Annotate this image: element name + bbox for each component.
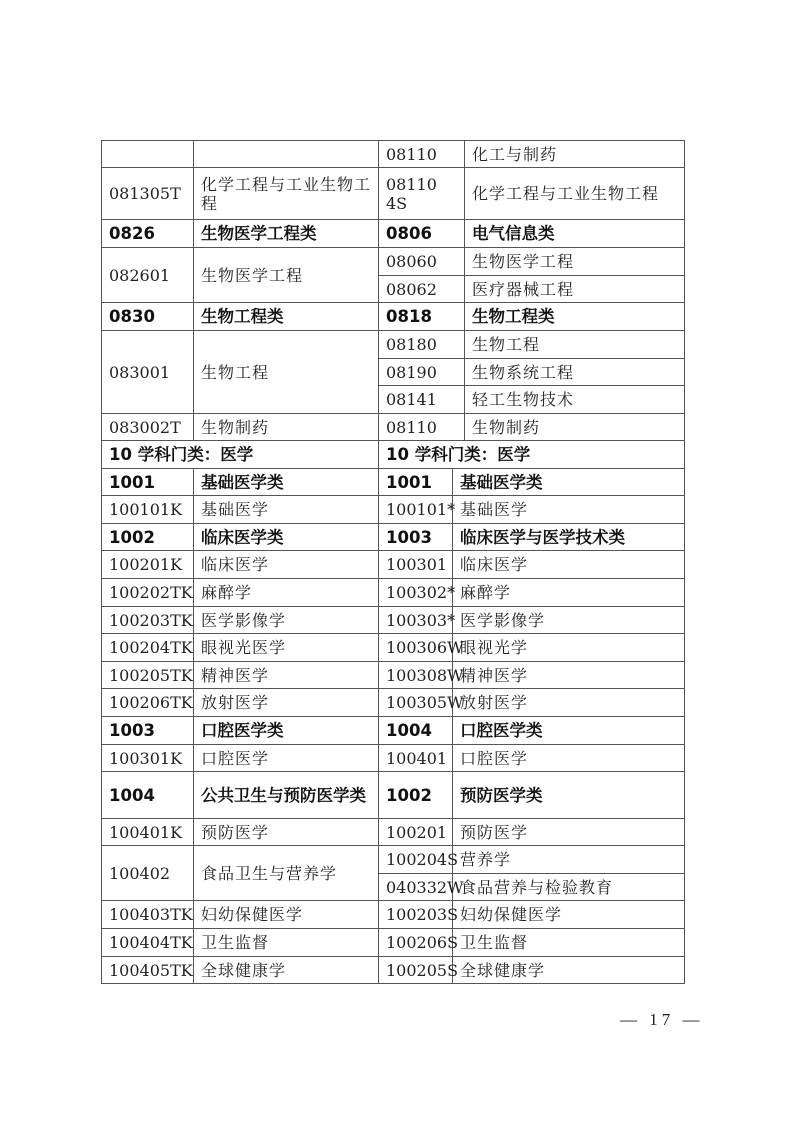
table-cell: 100301K — [102, 745, 194, 772]
table-cell: 生物工程 — [194, 331, 379, 414]
table-cell: 轻工生物技术 — [465, 386, 685, 414]
table-row — [102, 662, 685, 689]
table-cell: 临床医学类 — [194, 524, 379, 551]
table-cell: 100101K — [102, 496, 194, 524]
table-cell: 医学影像学 — [453, 607, 685, 634]
table-cell: 100303* — [379, 607, 453, 634]
table-cell: 081305T — [102, 168, 194, 220]
table-cell: 100204TK — [102, 634, 194, 662]
table-cell: 麻醉学 — [453, 579, 685, 607]
table-cell: 卫生监督 — [453, 929, 685, 957]
table-cell: 营养学 — [453, 846, 685, 874]
table-row — [102, 524, 685, 551]
table-cell: 临床医学与医学技术类 — [453, 524, 685, 551]
table-cell: 卫生监督 — [194, 929, 379, 957]
table-cell: 1002 — [379, 772, 453, 819]
table-cell: 食品卫生与营养学 — [194, 846, 379, 901]
table-row — [102, 551, 685, 579]
table-cell — [102, 141, 194, 168]
table-cell: 100401K — [102, 819, 194, 846]
table-cell: 预防医学类 — [453, 772, 685, 819]
table-row — [102, 745, 685, 772]
table-cell: 08141 — [379, 386, 465, 414]
table-cell: 083001 — [102, 331, 194, 414]
table-cell: 眼视光学 — [453, 634, 685, 662]
table-cell: 0806 — [379, 220, 465, 248]
table-cell: 08060 — [379, 248, 465, 276]
major-catalog-table — [101, 140, 685, 984]
table-cell: 100203TK — [102, 607, 194, 634]
table-cell: 精神医学 — [453, 662, 685, 689]
table-cell: 1002 — [102, 524, 194, 551]
table-cell: 040332W — [379, 874, 453, 901]
table-cell: 临床医学 — [453, 551, 685, 579]
table-row — [102, 634, 685, 662]
table-cell: 10 学科门类：医学 — [379, 441, 685, 469]
table-cell: 0818 — [379, 303, 465, 331]
table-cell: 0830 — [102, 303, 194, 331]
table-row — [102, 496, 685, 524]
table-cell: 100305W — [379, 689, 453, 717]
table-cell: 口腔医学类 — [453, 717, 685, 745]
table-cell: 妇幼保健医学 — [194, 901, 379, 929]
table-cell: 预防医学 — [194, 819, 379, 846]
table-cell: 口腔医学 — [453, 745, 685, 772]
table-cell: 100404TK — [102, 929, 194, 957]
table-cell: 1003 — [102, 717, 194, 745]
table-cell: 预防医学 — [453, 819, 685, 846]
table-row — [102, 901, 685, 929]
table-cell: 临床医学 — [194, 551, 379, 579]
table-cell: 08190 — [379, 359, 465, 386]
table-cell: 食品营养与检验教育 — [453, 874, 685, 901]
table-row — [102, 717, 685, 745]
table-cell: 100206S — [379, 929, 453, 957]
table-cell: 1004 — [102, 772, 194, 819]
table-cell: 化工与制药 — [465, 141, 685, 168]
table-cell: 电气信息类 — [465, 220, 685, 248]
table-cell: 医疗器械工程 — [465, 276, 685, 303]
table-cell: 10 学科门类：医学 — [102, 441, 379, 469]
table-row — [102, 141, 685, 168]
table-cell: 化学工程与工业生物工程 — [465, 168, 685, 220]
table-cell: 100206TK — [102, 689, 194, 717]
table-cell: 1004 — [379, 717, 453, 745]
table-cell: 全球健康学 — [194, 957, 379, 984]
table-cell: 100405TK — [102, 957, 194, 984]
table-row — [102, 441, 685, 469]
table-cell: 100204S — [379, 846, 453, 874]
table-cell: 基础医学 — [453, 496, 685, 524]
table-row — [102, 248, 685, 276]
table-row — [102, 929, 685, 957]
table-cell: 生物工程 — [465, 331, 685, 359]
table-cell: 全球健康学 — [453, 957, 685, 984]
table-row — [102, 579, 685, 607]
table-row — [102, 689, 685, 717]
table-cell: 08110 — [379, 141, 465, 168]
table-row — [102, 607, 685, 634]
table-cell: 生物医学工程 — [194, 248, 379, 303]
table-cell: 妇幼保健医学 — [453, 901, 685, 929]
table-cell: 基础医学类 — [453, 469, 685, 496]
table-cell: 100201K — [102, 551, 194, 579]
table-cell: 化学工程与工业生物工程 — [194, 168, 379, 220]
table-cell: 基础医学类 — [194, 469, 379, 496]
table-cell: 100202TK — [102, 579, 194, 607]
table-cell: 麻醉学 — [194, 579, 379, 607]
table-cell: 082601 — [102, 248, 194, 303]
table-cell: 083002T — [102, 414, 194, 441]
table-row — [102, 772, 685, 819]
table-cell: 08062 — [379, 276, 465, 303]
table-row — [102, 414, 685, 441]
table-cell: 生物制药 — [194, 414, 379, 441]
table-cell: 08110 — [379, 414, 465, 441]
table-cell: 放射医学 — [453, 689, 685, 717]
table-cell: 100403TK — [102, 901, 194, 929]
table-row — [102, 220, 685, 248]
table-cell: 0826 — [102, 220, 194, 248]
table-row — [102, 469, 685, 496]
table-cell: 100306W — [379, 634, 453, 662]
table-cell: 精神医学 — [194, 662, 379, 689]
table-cell: 100308W — [379, 662, 453, 689]
table-row — [102, 303, 685, 331]
table-cell: 生物医学工程类 — [194, 220, 379, 248]
table-cell: 100301 — [379, 551, 453, 579]
table-cell: 生物工程类 — [194, 303, 379, 331]
table-row — [102, 331, 685, 359]
table-cell: 1001 — [379, 469, 453, 496]
table-cell: 100402 — [102, 846, 194, 901]
table-cell: 公共卫生与预防医学类 — [194, 772, 379, 819]
table-cell: 眼视光医学 — [194, 634, 379, 662]
table-cell: 100203S — [379, 901, 453, 929]
table-cell: 放射医学 — [194, 689, 379, 717]
table-cell: 生物制药 — [465, 414, 685, 441]
table-row — [102, 168, 685, 220]
table-cell: 口腔医学类 — [194, 717, 379, 745]
table-cell: 08110 4S — [379, 168, 465, 220]
page-number: — 17 — — [620, 1010, 704, 1029]
table-row — [102, 957, 685, 984]
table-row — [102, 846, 685, 874]
table-cell: 08180 — [379, 331, 465, 359]
table-cell: 100401 — [379, 745, 453, 772]
table-cell: 生物医学工程 — [465, 248, 685, 276]
table-cell: 100302* — [379, 579, 453, 607]
table-cell: 医学影像学 — [194, 607, 379, 634]
table-cell: 100101* — [379, 496, 453, 524]
table-cell: 基础医学 — [194, 496, 379, 524]
table-cell: 100201 — [379, 819, 453, 846]
table-cell: 生物工程类 — [465, 303, 685, 331]
catalog-body — [102, 141, 685, 984]
table-cell: 100205S — [379, 957, 453, 984]
table-row — [102, 819, 685, 846]
table-cell: 口腔医学 — [194, 745, 379, 772]
table-cell: 生物系统工程 — [465, 359, 685, 386]
table-cell — [194, 141, 379, 168]
table-cell: 1001 — [102, 469, 194, 496]
table-cell: 100205TK — [102, 662, 194, 689]
table-cell: 1003 — [379, 524, 453, 551]
